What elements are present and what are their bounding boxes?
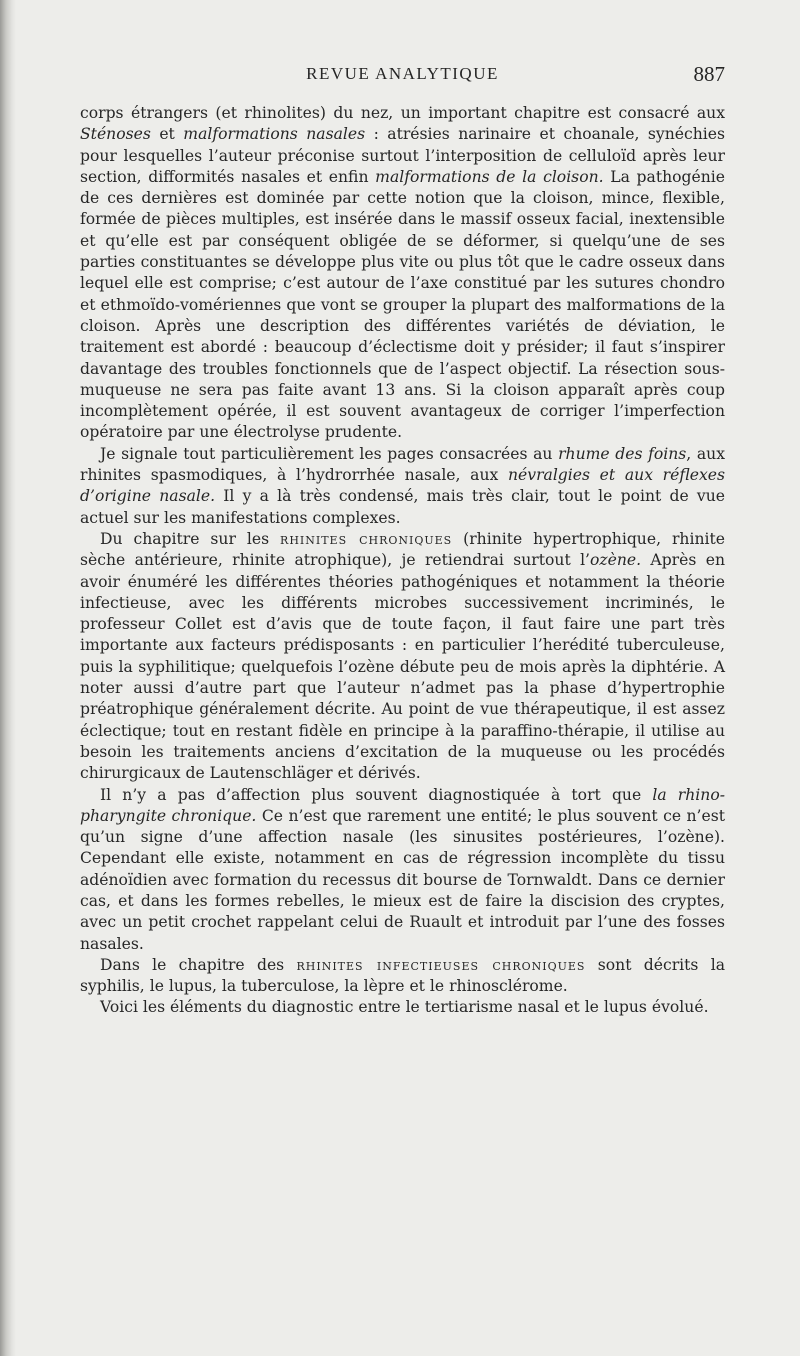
text-segment: corps étrangers (et rhinolites) du nez, un important chapitre est consacré aux	[80, 104, 725, 122]
page-header	[80, 62, 725, 90]
binding-shadow	[0, 0, 16, 1356]
text-segment: Après en avoir énuméré les différentes théories pathogéniques et notamment la théorie infectieuse, avec les différents microbes successivement incriminés, le professeur Collet est d’avis que de toute façon, il faut faire une part très importante aux facteurs prédisposants : en particulier l’herédité tuberculeuse, puis la syphilitique; quelquefois l’ozène débute peu de mois après la diphtérie. A noter aussi d’autre part que l’auteur n’admet pas la phase d’hypertrophie préatrophique généralement décrite. Au point de vue thérapeutique, il est assez éclectique; tout en restant fidèle en principe à la paraffino-thérapie, il utilise au besoin les traitements anciens d’excitation de la muqueuse ou les procédés chirurgicaux de Lautenschläger et dérivés.	[80, 551, 725, 783]
text-segment: Voici les éléments du diagnostic entre le tertiarisme nasal et le lupus évolué.	[100, 998, 709, 1017]
body-text	[80, 103, 725, 1019]
italic-text: la rhino-pharyngite chronique.	[80, 785, 725, 825]
paragraph	[80, 529, 725, 785]
text-segment: Dans le chapitre des	[100, 955, 297, 974]
text-segment: et	[150, 125, 184, 144]
smallcaps-heading: rhinites chroniques	[280, 529, 453, 548]
text-segment: : atrésies narinaire et choanale, synéchies pour lesquelles l’auteur préconise surtout l’interposition de celluloïd après leur section, difformités nasales et enfin	[80, 125, 725, 186]
text-segment: Il y a là très condensé, mais très clair, tout le point de vue actuel sur les manifestations complexes.	[80, 487, 726, 527]
italic-text: malformations de la cloison.	[375, 167, 604, 186]
text-segment: Il n’y a pas d’affection plus souvent diagnostiquée à tort que	[100, 785, 653, 804]
italic-text: Sténoses	[80, 125, 151, 144]
smallcaps-heading: rhinites infectieuses chroniques	[296, 955, 586, 974]
italic-text: névralgies et aux réflexes d’origine nasale.	[80, 466, 725, 506]
italic-text: rhume des foins	[558, 444, 687, 463]
italic-text: malformations nasales	[183, 125, 366, 144]
text-segment: , aux rhinites spasmodiques, à l’hydrorrhée nasale, aux	[80, 444, 725, 485]
italic-text: ozène.	[590, 551, 642, 570]
paragraph	[80, 444, 725, 529]
text-segment: Du chapitre sur les	[100, 529, 281, 548]
paragraph	[80, 997, 725, 1018]
text-segment: (rhinite hypertrophique, rhinite sèche antérieure, rhinite atrophique), je retiendrai surtout l’	[80, 529, 725, 570]
text-segment: La pathogénie de ces dernières est dominée par cette notion que la cloison, mince, flexible, formée de pièces multiples, est insérée dans le massif osseux facial, inextensible et qu’elle est par conséquent obligée de se déformer, si quelqu’une de ses parties constituantes se développe plus vite ou plus tôt que le cadre osseux dans lequel elle est comprise; c’est autour de l’axe constitué par les sutures chondro et ethmoïdo-vomériennes que vont se grouper la plupart des malformations de la cloison. Après une description des différentes variétés de déviation, le traitement est abordé : beaucoup d’éclectisme doit y présider; il faut s’inspirer davantage des troubles fonctionnels que de l’aspect objectif. La résection sous-muqueuse ne sera pas faite avant 13 ans. Si la cloison apparaît après coup incomplètement opérée, il est souvent avantageux de corriger l’imperfection opératoire par une électrolyse prudente.	[80, 167, 725, 442]
text-segment: sont décrits la syphilis, le lupus, la tuberculose, la lèpre et le rhinosclérome.	[80, 955, 725, 996]
text-segment: Je signale tout particulièrement les pages consacrées au	[100, 444, 559, 463]
page-number: 887	[693, 62, 725, 86]
paragraph	[80, 103, 725, 444]
text-segment: Ce n’est que rarement une entité; le plus souvent ce n’est qu’un signe d’une affection nasale (les sinusites postérieures, l’ozène). Cependant elle existe, notamment en cas de régression incomplète du tissu adénoïdien avec formation du recessus dit bourse de Tornwaldt. Dans ce dernier cas, et dans les formes rebelles, le mieux est de faire la discision des cryptes, avec un petit crochet rappelant celui de Ruault et introduit par l’une des fosses nasales.	[80, 806, 725, 953]
running-title: REVUE ANALYTIQUE	[306, 64, 499, 83]
paragraph	[80, 955, 725, 998]
paragraph	[80, 785, 725, 955]
